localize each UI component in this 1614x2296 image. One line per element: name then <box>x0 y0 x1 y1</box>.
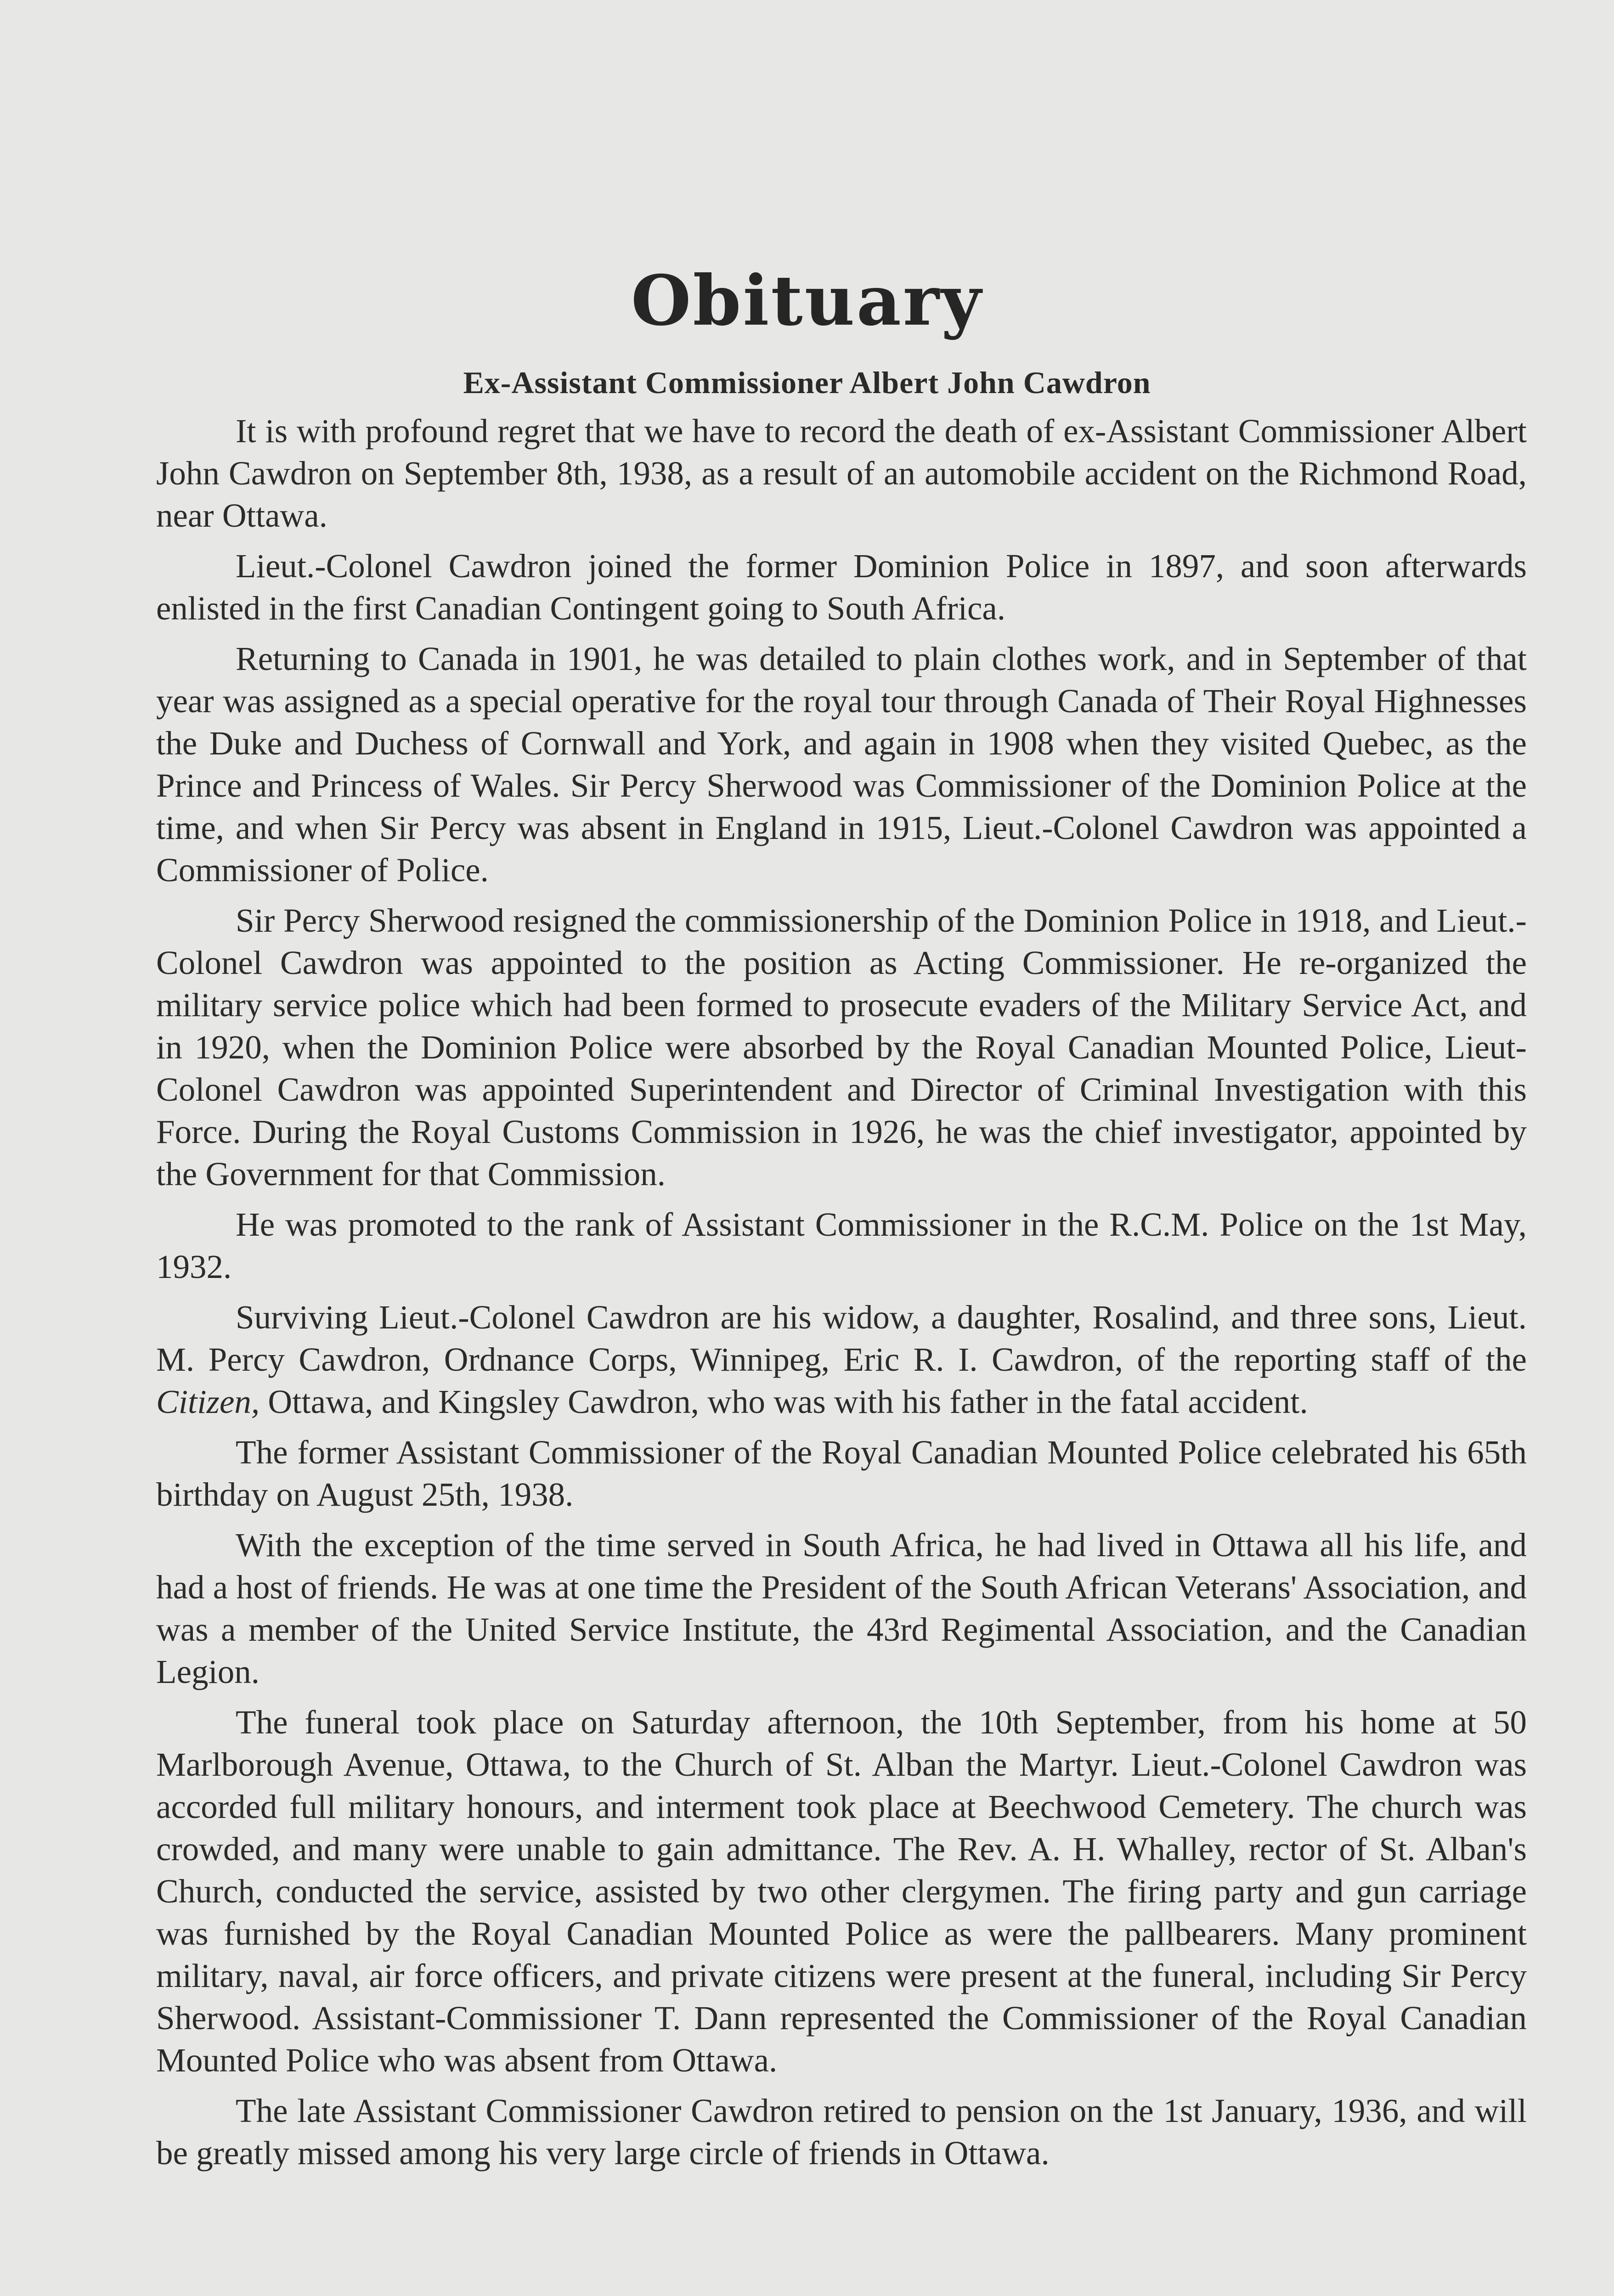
obituary-subject: Ex-Assistant Commissioner Albert John Cawdron <box>463 365 1151 400</box>
paragraph: The funeral took place on Saturday afternoon, the 10th September, from his home at 50 Marlborough Avenue, Ottawa, to the Church of St. Alban the Martyr. Lieut.-Colonel Cawdron was accorded full military honours, and interment took place at Beechwood Cemetery. The church was crowded, and many were unable to gain admittance. The Rev. A. H. Whalley, rector of St. Alban's Church, conducted the service, assisted by two other clergymen. The firing party and gun carriage was furnished by the Royal Canadian Mounted Police as were the pallbearers. Many prominent military, naval, air force officers, and private citizens were present at the funeral, including Sir Percy Sherwood. Assistant-Commissioner T. Dann represented the Commissioner of the Royal Canadian Mounted Police who was absent from Ottawa. <box>156 1704 1527 2079</box>
paragraph: It is with profound regret that we have to record the death of ex-Assistant Commissioner Albert John Cawdron on September 8th, 1938, as a result of an automobile accident on the Richmond Road, near Ottawa. <box>156 412 1527 534</box>
paragraph: The late Assistant Commissioner Cawdron retired to pension on the 1st January, 1936, and will be greatly missed among his very large circle of friends in Ottawa. <box>156 2092 1527 2172</box>
paragraph: The former Assistant Commissioner of the Royal Canadian Mounted Police celebrated his 65th birthday on August 25th, 1938. <box>156 1434 1527 1513</box>
article-body <box>156 410 1527 2183</box>
paragraph: Returning to Canada in 1901, he was detailed to plain clothes work, and in September of that year was assigned as a special operative for the royal tour through Canada of Their Royal Highnesses the Duke and Duchess of Cornwall and York, and again in 1908 when they visited Quebec, as the Prince and Princess of Wales. Sir Percy Sherwood was Commissioner of the Dominion Police at the time, and when Sir Percy was absent in England in 1915, Lieut.-Colonel Cawdron was appointed a Commissioner of Police. <box>156 640 1527 889</box>
paragraph: He was promoted to the rank of Assistant Commissioner in the R.C.M. Police on the 1st May, 1932. <box>156 1206 1527 1285</box>
paragraph-text: Ottawa, and Kingsley Cawdron, who was with his father in the fatal accident. <box>260 1383 1308 1420</box>
page-title: Obituary <box>631 260 983 341</box>
newspaper-name: Citizen, <box>156 1383 260 1420</box>
paragraph-text: Surviving Lieut.-Colonel Cawdron are his widow, a daughter, Rosalind, and three sons, Lieut. M. Percy Cawdron, Ordnance Corps, Winnipeg, Eric R. I. Cawdron, of the reporting staff of the <box>156 1299 1527 1378</box>
paragraph: With the exception of the time served in South Africa, he had lived in Ottawa all his life, and had a host of friends. He was at one time the President of the South African Veterans' Association, and was a member of the United Service Institute, the 43rd Regimental Association, and the Canadian Legion. <box>156 1526 1527 1690</box>
paragraph-surviving <box>156 1296 1527 1423</box>
paragraph: Lieut.-Colonel Cawdron joined the former Dominion Police in 1897, and soon afterwards enlisted in the first Canadian Contingent going to South Africa. <box>156 547 1527 627</box>
paragraph: Sir Percy Sherwood resigned the commissionership of the Dominion Police in 1918, and Lieut.-Colonel Cawdron was appointed to the position as Acting Commissioner. He re-organized the military service police which had been formed to prosecute evaders of the Military Service Act, and in 1920, when the Dominion Police were absorbed by the Royal Canadian Mounted Police, Lieut-Colonel Cawdron was appointed Superintendent and Director of Criminal Investigation with this Force. During the Royal Customs Commission in 1926, he was the chief investigator, appointed by the Government for that Commission. <box>156 902 1527 1193</box>
